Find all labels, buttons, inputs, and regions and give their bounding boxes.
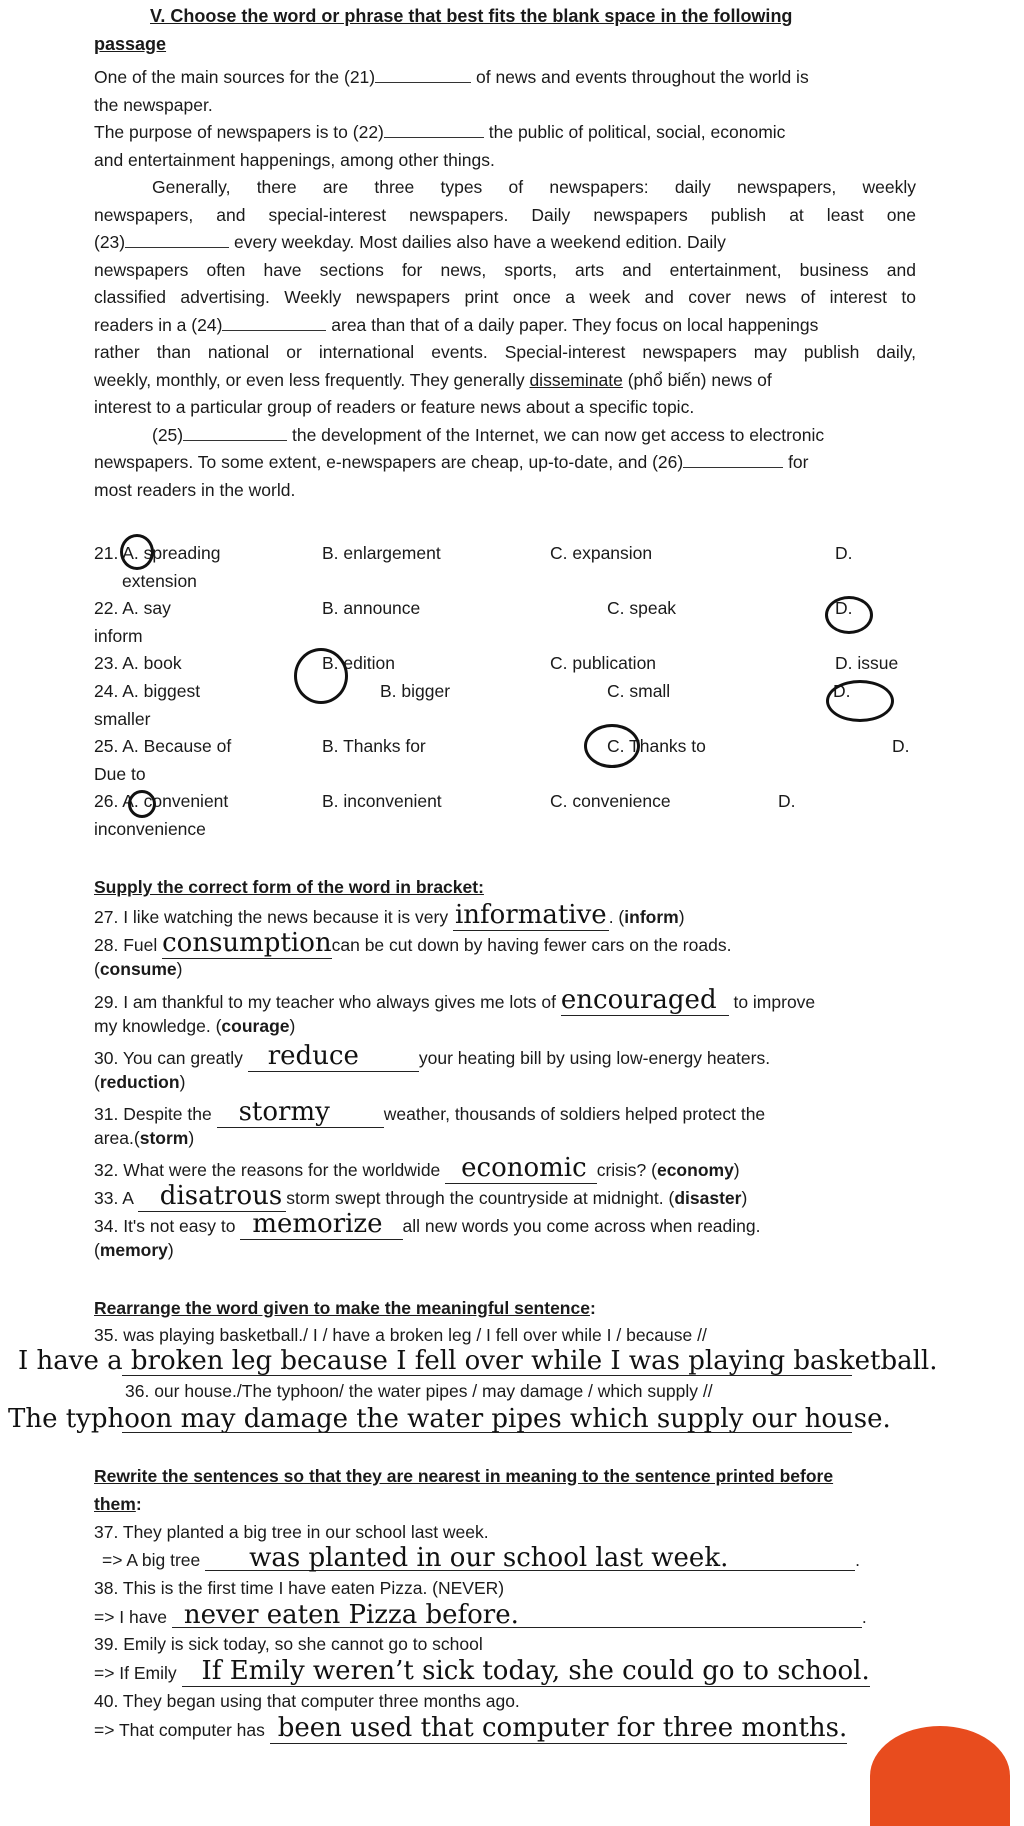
answer-circle-24 (826, 680, 894, 722)
option-21-a-wrap: extension (122, 571, 197, 591)
option-24-a-wrap: smaller (94, 709, 151, 729)
passage-line: (23) every weekday. Most dailies also have a weekend edition. Daily (94, 232, 726, 252)
option-25-a[interactable]: 25. A. Because of (94, 736, 232, 756)
q39-prompt: 39. Emily is sick today, so she cannot go to school (94, 1634, 483, 1654)
option-24-b[interactable]: B. bigger (380, 681, 451, 701)
option-26-a-wrap: inconvenience (94, 819, 206, 839)
answer-38[interactable]: never eaten Pizza before. (172, 1603, 862, 1628)
q39-answer-line: => If Emily If Emily weren’t sick today, she could go to school. (94, 1656, 870, 1686)
section-title: V. Choose the word or phrase that best fits the blank space in the following (150, 6, 793, 26)
option-23-b[interactable]: B. edition (322, 653, 395, 673)
option-22-d[interactable]: D. (835, 598, 853, 618)
option-25-a-wrap: Due to (94, 764, 146, 784)
passage-line: classified advertising. Weekly newspapers print once a week and cover news of interest to (94, 287, 916, 307)
passage-line: newspapers. To some extent, e-newspapers are cheap, up-to-date, and (26) for (94, 452, 809, 472)
option-25-b[interactable]: B. Thanks for (322, 736, 426, 756)
passage-line: and entertainment happenings, among other things. (94, 150, 495, 170)
option-21-d[interactable]: D. (835, 543, 853, 563)
option-21-b[interactable]: B. enlargement (322, 543, 441, 563)
q27: 27. I like watching the news because it is very informative . (inform) (94, 900, 685, 930)
answer-35[interactable]: I have a broken leg because I fell over while I was playing basketball. (18, 1346, 938, 1376)
option-25-c[interactable]: C. Thanks to (607, 736, 706, 756)
passage-line: readers in a (24) area than that of a daily paper. They focus on local happenings (94, 315, 819, 335)
q40-answer-line: => That computer has been used that computer for three months. (94, 1713, 848, 1743)
rearrange-title: Rearrange the word given to make the meaningful sentence: (94, 1298, 596, 1318)
q33: 33. A disatrous storm swept through the countryside at midnight. (disaster) (94, 1181, 748, 1211)
option-24-a[interactable]: 24. A. biggest (94, 681, 201, 701)
answer-32[interactable]: economic (445, 1153, 597, 1184)
q31-root: area.(storm) (94, 1128, 195, 1148)
q28-root: (consume) (94, 959, 183, 979)
answer-36-underline (122, 1432, 852, 1433)
answer-circle-26 (128, 790, 156, 818)
option-22-a[interactable]: 22. A. say (94, 598, 171, 618)
q37-answer-line: => A big tree was planted in our school last week. . (102, 1543, 861, 1573)
passage-line: (25) the development of the Internet, we can now get access to electronic (152, 425, 825, 445)
answer-40[interactable]: been used that computer for three months. (270, 1713, 848, 1744)
passage-line: interest to a particular group of readers or feature news about a specific topic. (94, 397, 695, 417)
option-26-b[interactable]: B. inconvenient (322, 791, 442, 811)
passage-line: rather than national or international events. Special-interest newspapers may publish daily, (94, 342, 916, 362)
q28: 28. Fuel consumptioncan be cut down by having fewer cars on the roads. (94, 928, 732, 958)
option-22-b[interactable]: B. announce (322, 598, 421, 618)
word-form-title: Supply the correct form of the word in bracket: (94, 877, 484, 897)
q29-root: my knowledge. (courage) (94, 1016, 296, 1036)
passage-line: One of the main sources for the (21) of news and events throughout the world is (94, 67, 809, 87)
passage-line: newspapers, and special-interest newspapers. Daily newspapers publish at least one (94, 205, 916, 225)
passage-line: most readers in the world. (94, 480, 296, 500)
q36-prompt: 36. our house./The typhoon/ the water pipes / may damage / which supply // (125, 1381, 713, 1401)
option-26-c[interactable]: C. convenience (550, 791, 671, 811)
option-24-d[interactable]: D. (833, 681, 851, 701)
answer-28[interactable]: consumption (162, 928, 332, 958)
answer-30[interactable]: reduce (248, 1041, 419, 1072)
passage-line: weekly, monthly, or even less frequently. They generally disseminate (phổ biến) news of (94, 370, 772, 390)
orange-corner-shape (870, 1726, 1010, 1826)
answer-circle-23 (294, 648, 348, 704)
q35-prompt: 35. was playing basketball./ I / have a broken leg / I fell over while I / because // (94, 1325, 707, 1345)
q29: 29. I am thankful to my teacher who always gives me lots of encouraged to improve (94, 985, 816, 1015)
answer-circle-21 (120, 534, 154, 570)
option-26-a[interactable]: 26. A. convenient (94, 791, 229, 811)
answer-34[interactable]: memorize (240, 1209, 402, 1240)
q34: 34. It's not easy to memorize all new words you come across when reading. (94, 1209, 761, 1239)
option-23-d[interactable]: D. issue (835, 653, 899, 673)
passage-line: newspapers often have sections for news, sports, arts and entertainment, business and (94, 260, 916, 280)
answer-circle-22 (825, 596, 873, 634)
q38-answer-line: => I have never eaten Pizza before. . (94, 1600, 867, 1630)
option-23-a[interactable]: 23. A. book (94, 653, 182, 673)
q31: 31. Despite the stormy weather, thousands of soldiers helped protect the (94, 1097, 766, 1127)
passage-line: Generally, there are three types of newspapers: daily newspapers, weekly (152, 177, 916, 197)
q30-root: (reduction) (94, 1072, 186, 1092)
q34-root: (memory) (94, 1240, 174, 1260)
option-21-c[interactable]: C. expansion (550, 543, 653, 563)
answer-39[interactable]: If Emily weren’t sick today, she could go to school. (182, 1656, 870, 1687)
answer-37[interactable]: was planted in our school last week. (205, 1546, 855, 1571)
answer-35-underline (122, 1375, 852, 1376)
option-24-c[interactable]: C. small (607, 681, 671, 701)
answer-29[interactable]: encouraged (561, 985, 729, 1016)
q38-prompt: 38. This is the first time I have eaten Pizza. (NEVER) (94, 1578, 505, 1598)
answer-27[interactable]: informative (454, 900, 607, 930)
option-23-c[interactable]: C. publication (550, 653, 657, 673)
answer-36[interactable]: The typhoon may damage the water pipes which supply our house. (8, 1404, 891, 1434)
option-22-c[interactable]: C. speak (607, 598, 677, 618)
q30: 30. You can greatly reduce your heating bill by using low-energy heaters. (94, 1041, 771, 1071)
option-22-a-wrap: inform (94, 626, 143, 646)
answer-33[interactable]: disatrous (138, 1181, 286, 1212)
answer-31[interactable]: stormy (217, 1097, 384, 1128)
option-26-d[interactable]: D. (778, 791, 796, 811)
rewrite-title: Rewrite the sentences so that they are nearest in meaning to the sentence printed before (94, 1466, 834, 1486)
q32: 32. What were the reasons for the worldwide economic crisis? (economy) (94, 1153, 740, 1183)
option-25-d[interactable]: D. (892, 736, 910, 756)
q37-prompt: 37. They planted a big tree in our school last week. (94, 1522, 489, 1542)
section-title-cont: passage (94, 34, 167, 54)
q40-prompt: 40. They began using that computer three months ago. (94, 1691, 520, 1711)
passage-line: the newspaper. (94, 95, 213, 115)
option-21-a[interactable]: 21. A. spreading (94, 543, 221, 563)
rewrite-title-cont: them: (94, 1494, 142, 1514)
passage-line: The purpose of newspapers is to (22) the public of political, social, economic (94, 122, 786, 142)
answer-circle-25 (584, 724, 640, 768)
